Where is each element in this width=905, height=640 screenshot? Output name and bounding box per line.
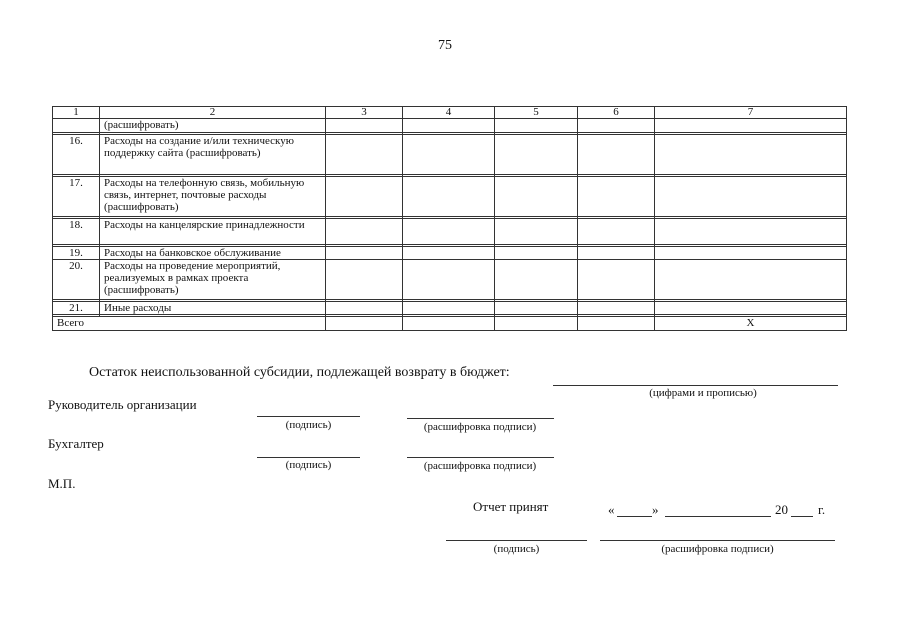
total-col7-mark: Х: [655, 317, 847, 331]
expenses-table: [52, 106, 847, 331]
row-number: 17.: [53, 177, 100, 217]
row-number: 19.: [53, 247, 100, 260]
accepted-signature-field[interactable]: [446, 540, 587, 541]
header-col-2: 2: [100, 107, 326, 119]
accountant-decode-caption: (расшифровка подписи): [423, 460, 537, 472]
page-number: 75: [438, 38, 452, 53]
accountant-decode-field[interactable]: [407, 457, 554, 458]
remainder-label: Остаток неиспользованной субсидии, подлежащей возврату в бюджет:: [89, 365, 510, 380]
header-col-6: 6: [578, 107, 655, 119]
row-text: Расходы на банковское обслуживание: [100, 247, 326, 260]
row-text: Расходы на проведение мероприятий, реализуемых в рамках проекта (расшифровать): [100, 260, 326, 300]
row-text: (расшифровать): [100, 119, 326, 133]
accountant-signature-caption: (подпись): [285, 459, 332, 471]
date-year-prefix: 20: [775, 502, 788, 517]
row-number: 21.: [53, 302, 100, 315]
date-open-quote: «: [608, 502, 615, 517]
row-number: [53, 119, 100, 133]
director-decode-field[interactable]: [407, 418, 554, 419]
table-row: [53, 247, 847, 260]
total-label: Всего: [53, 317, 326, 331]
remainder-caption: (цифрами и прописью): [649, 387, 757, 399]
header-col-4: 4: [403, 107, 495, 119]
table-row: [53, 302, 847, 315]
stamp-label: М.П.: [48, 476, 76, 491]
header-col-5: 5: [495, 107, 578, 119]
header-col-1: 1: [53, 107, 100, 119]
director-decode-caption: (расшифровка подписи): [423, 421, 537, 433]
accepted-signature-caption: (подпись): [493, 543, 540, 555]
row-number: 16.: [53, 135, 100, 175]
accepted-label: Отчет принят: [473, 499, 549, 514]
remainder-amount-field[interactable]: [553, 385, 838, 386]
date-close-quote: »: [652, 502, 659, 517]
date-year-field[interactable]: [791, 516, 813, 517]
accepted-decode-field[interactable]: [600, 540, 835, 541]
table-row: [53, 260, 847, 300]
row-text: Расходы на телефонную связь, мобильную связь, интернет, почтовые расходы (расшифровать): [100, 177, 326, 217]
row-text: Расходы на канцелярские принадлежности: [100, 219, 326, 245]
row-number: 18.: [53, 219, 100, 245]
accountant-label: Бухгалтер: [48, 436, 104, 451]
header-col-7: 7: [655, 107, 847, 119]
date-year-suffix: г.: [818, 502, 826, 517]
total-row: [53, 317, 847, 331]
header-col-3: 3: [326, 107, 403, 119]
table-row: [53, 219, 847, 245]
table-row: [53, 177, 847, 217]
director-signature-field[interactable]: [257, 416, 360, 417]
accountant-signature-field[interactable]: [257, 457, 360, 458]
table-row: [53, 119, 847, 133]
director-label: Руководитель организации: [48, 397, 197, 412]
row-text: Иные расходы: [100, 302, 326, 315]
director-signature-caption: (подпись): [285, 419, 332, 431]
row-number: 20.: [53, 260, 100, 300]
date-month-field[interactable]: [665, 516, 771, 517]
table-row: [53, 135, 847, 175]
row-text: Расходы на создание и/или техническую поддержку сайта (расшифровать): [100, 135, 326, 175]
date-day-field[interactable]: [617, 516, 652, 517]
accepted-decode-caption: (расшифровка подписи): [661, 543, 774, 555]
table-header-row: [53, 107, 847, 119]
